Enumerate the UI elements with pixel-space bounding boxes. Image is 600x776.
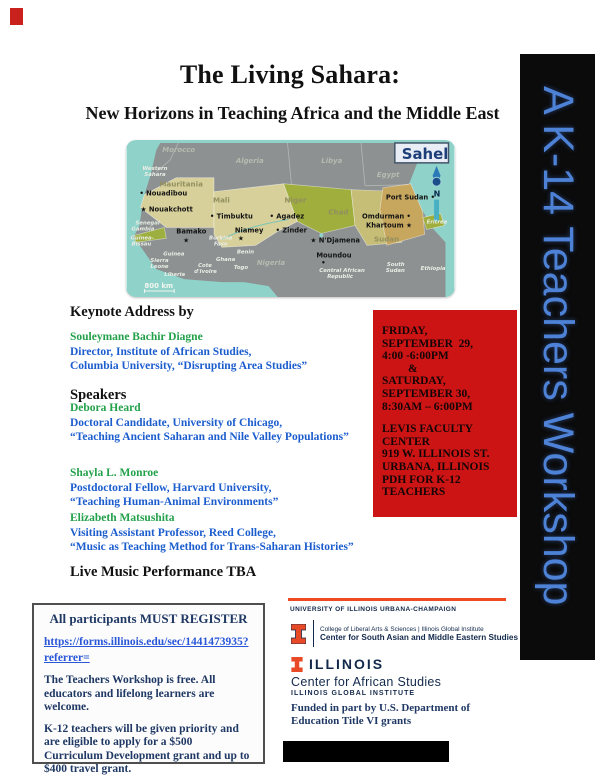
map-label-togo: Togo [233,265,249,272]
map-label-: ★ [183,236,190,245]
map-label-sahara: Sahara [144,171,166,178]
speakers-heading: Speakers [70,387,127,403]
illinois-orange-bar [288,598,506,601]
map-label-: • [321,259,326,268]
map-label-sudan: Sudan [385,268,405,275]
keynote-heading: Keynote Address by [70,304,194,320]
map-label-central-african: Central African [319,268,365,275]
map-label-niger: Niger [284,195,307,205]
map-label-liberia: Liberia [164,272,186,279]
page-subtitle: New Horizons in Teaching Africa and the Middle East [85,103,500,123]
red-corner-mark [10,8,23,25]
map-label-mali: Mali [212,195,230,205]
page-title: The Living Sahara: [179,60,401,89]
speaker-role: Visiting Assistant Professor, Reed College, [70,526,276,539]
map-label-egypt: Egypt [376,170,400,179]
campus-name: UNIVERSITY OF ILLINOIS URBANA-CHAMPAIGN [290,606,457,613]
keynote-speaker-affiliation: Columbia University, “Disrupting Area Studies” [70,360,308,373]
cas-center-name: Center for African Studies [291,675,442,689]
map-label-senegal: Senegal [135,220,160,227]
map-label-timbuktu: • Timbuktu [210,212,253,221]
schedule-line: & [408,362,418,375]
map-label-sudan: Sudan [373,234,400,244]
map-label-algeria: Algeria [235,156,264,165]
speaker-name: Elizabeth Matsushita [70,512,175,524]
map-label-leone: Leone [150,264,169,271]
speaker-role: Doctoral Candidate, University of Chicago, [70,416,283,429]
map-label-: ★ [237,234,244,243]
map-label-khartoum: Khartoum ★ [366,221,413,230]
map-label-mauritania: Mauritania [159,179,203,189]
schedule-line: SEPTEMBER 29, [382,337,474,350]
venue-line: TEACHERS [382,486,446,499]
schedule-box [373,310,517,517]
lockup-divider [313,620,314,647]
map-label-port-sudan: Port Sudan • [385,193,435,202]
registration-para-free: The Teachers Workshop is free. All educators and lifelong learners are welcome. [44,674,216,713]
schedule-line: 8:30AM – 6:00PM [382,400,473,413]
schedule-line: FRIDAY, [382,325,428,337]
keynote-speaker-role: Director, Institute of African Studies, [70,345,252,358]
map-label-chad: Chad [328,207,349,217]
map-label-guinea: Guinea- [130,235,154,242]
map-label-d-ivoire: d'Ivoire [194,269,217,276]
map-label-ethiopia: Ethiopia [420,266,446,273]
venue-line: CENTER [382,435,430,448]
live-music-note: Live Music Performance TBA [70,564,257,580]
registration-heading: All participants MUST REGISTER [49,611,248,626]
sahel-map [126,140,455,297]
map-label-800-km: 800 km [144,282,174,291]
map-label-bamako: Bamako [176,227,207,236]
map-label-nouadibou: • Nouadibou [139,189,188,198]
speaker-name: Shayla L. Monroe [70,467,159,479]
map-label-niamey: Niamey [234,226,264,235]
map-label-benin: Benin [236,249,255,256]
venue-line: LEVIS FACULTY [382,423,474,436]
map-label-n: N [433,189,441,199]
funding-note [291,702,470,727]
map-label-burkina: Burkina [209,235,233,242]
csames-college-line: College of Liberal Arts & Sciences | Illinois Global Institute [320,625,484,633]
map-label-zinder: • Zinder [275,226,308,235]
funding-line: Education Title VI grants [291,714,412,727]
schedule-line: SATURDAY, [382,375,446,388]
block-i-icon [291,624,306,644]
speaker-block [70,511,354,555]
funding-line: Funded in part by U.S. Department of [291,702,471,714]
speaker-talk: “Teaching Ancient Saharan and Nile Valley Populations” [70,431,349,444]
map-label-n-djamena: ★ N'Djamena [310,236,360,245]
speaker-block [70,466,278,510]
keynote-block [70,330,307,374]
speaker-block [70,401,349,445]
banner-text: A K-14 Teachers Workshop [534,86,582,606]
block-i-icon [291,657,303,672]
redacted-black-bar [283,741,449,762]
keynote-speaker-name: Souleymane Bachir Diagne [70,331,203,343]
registration-link[interactable]: https://forms.illinois.edu/sec/1441473935?referrer= [44,636,249,664]
venue-line: URBANA, ILLINOIS [382,460,490,473]
schedule-line: SEPTEMBER 30, [382,387,471,400]
speaker-name: Debora Heard [70,402,141,414]
map-label-republic: Republic [327,274,354,281]
csames-lockup [291,620,518,647]
map-label-moundou: Moundou [316,251,352,260]
map-label-omdurman: Omdurman • [362,212,411,221]
cas-lockup [291,656,384,672]
speaker-talk: “Teaching Human-Animal Environments” [70,496,279,509]
map-label-south: South [386,262,405,269]
map-label-western: Western [142,165,168,172]
csames-center-name: Center for South Asian and Middle Eastern Studies [320,632,519,642]
venue-line: PDH FOR K-12 [382,473,461,486]
venue-line: 919 W. ILLINOIS ST. [382,448,490,461]
schedule-line: 4:00 -6:00PM [382,350,449,363]
map-label-morocco: Morocco [162,145,196,154]
map-label-agadez: • Agadez [269,212,305,221]
registration-para-grants: K-12 teachers will be given priority and are eligible to apply for a $500 Curriculum Development grant and up to $400 travel grant. [44,722,250,775]
map-label-faso: Faso [213,241,228,248]
map-label-sahel: Sahel [401,144,449,163]
map-label-sierra: Sierra [150,258,169,265]
map-label-cote: Cote [198,263,212,270]
map-label-gambia: Gambia [131,226,155,233]
map-label-ghana: Ghana [215,257,236,264]
map-label-guinea: Guinea [163,251,185,258]
speaker-talk: “Music as Teaching Method for Trans-Saharan Histories” [70,541,354,554]
illinois-wordmark: ILLINOIS [309,656,385,672]
cas-institute-name: ILLINOIS GLOBAL INSTITUTE [291,690,416,697]
map-label-nouakchott: ★ Nouakchott [140,205,193,214]
map-label-eritrea: Eritrea [426,219,448,226]
map-label-nigeria: Nigeria [256,259,286,268]
map-label-bissau: Bissau [131,241,152,248]
map-label-libya: Libya [321,156,343,165]
speaker-role: Postdoctoral Fellow, Harvard University, [70,481,272,494]
registration-box [32,603,265,775]
